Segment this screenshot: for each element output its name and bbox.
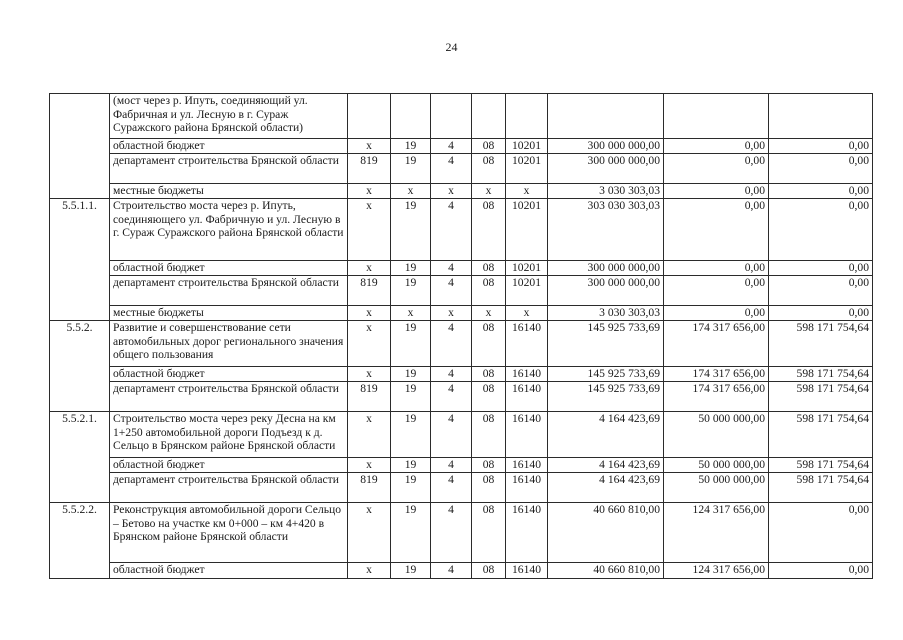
- table-row: [50, 473, 873, 503]
- code-admin: х: [348, 321, 391, 367]
- code-admin: х: [348, 412, 391, 458]
- table-row: [50, 382, 873, 412]
- code-admin: х: [348, 199, 391, 261]
- code-program: 19: [391, 276, 431, 306]
- code-admin: 819: [348, 276, 391, 306]
- amount-year-2: 0,00: [664, 261, 769, 276]
- item-name: департамент строительства Брянской области: [110, 154, 348, 184]
- item-name: департамент строительства Брянской области: [110, 473, 348, 503]
- amount-year-3: 0,00: [769, 563, 873, 579]
- code-program: 19: [391, 503, 431, 563]
- code-target: 10201: [506, 139, 548, 154]
- code-section: 08: [472, 321, 506, 367]
- amount-year-3: 598 171 754,64: [769, 412, 873, 458]
- item-name: Реконструкция автомобильной дороги Сельцо – Бетово на участке км 0+000 – км 4+420 в Брянском районе Брянской области: [110, 503, 348, 563]
- code-admin: х: [348, 306, 391, 321]
- amount-year-2: [664, 94, 769, 139]
- item-name: областной бюджет: [110, 261, 348, 276]
- code-subprogram: х: [431, 306, 472, 321]
- amount-year-3: 0,00: [769, 199, 873, 261]
- amount-year-1: 4 164 423,69: [548, 458, 664, 473]
- code-target: 16140: [506, 458, 548, 473]
- code-admin: х: [348, 563, 391, 579]
- amount-year-1: 3 030 303,03: [548, 184, 664, 199]
- code-admin: х: [348, 184, 391, 199]
- code-subprogram: 4: [431, 276, 472, 306]
- code-section: [472, 94, 506, 139]
- item-name: областной бюджет: [110, 458, 348, 473]
- amount-year-1: 145 925 733,69: [548, 367, 664, 382]
- code-section: 08: [472, 367, 506, 382]
- amount-year-3: 0,00: [769, 306, 873, 321]
- code-subprogram: [431, 94, 472, 139]
- amount-year-3: 598 171 754,64: [769, 458, 873, 473]
- amount-year-2: 0,00: [664, 306, 769, 321]
- code-program: 19: [391, 261, 431, 276]
- code-program: [391, 94, 431, 139]
- amount-year-3: 0,00: [769, 503, 873, 563]
- code-section: 08: [472, 473, 506, 503]
- amount-year-2: 0,00: [664, 199, 769, 261]
- amount-year-1: 300 000 000,00: [548, 139, 664, 154]
- item-number: 5.5.1.1.: [50, 199, 110, 321]
- code-subprogram: 4: [431, 139, 472, 154]
- code-admin: 819: [348, 154, 391, 184]
- table-row: [50, 458, 873, 473]
- code-admin: 819: [348, 382, 391, 412]
- item-name: местные бюджеты: [110, 184, 348, 199]
- amount-year-2: 174 317 656,00: [664, 367, 769, 382]
- code-program: 19: [391, 458, 431, 473]
- code-section: 08: [472, 503, 506, 563]
- item-number: 5.5.2.: [50, 321, 110, 412]
- amount-year-2: 50 000 000,00: [664, 458, 769, 473]
- code-section: 08: [472, 412, 506, 458]
- code-section: 08: [472, 276, 506, 306]
- table-row: [50, 503, 873, 563]
- table-row: [50, 563, 873, 579]
- table-row: [50, 367, 873, 382]
- code-program: 19: [391, 412, 431, 458]
- amount-year-2: 0,00: [664, 276, 769, 306]
- amount-year-3: 598 171 754,64: [769, 321, 873, 367]
- amount-year-3: 598 171 754,64: [769, 382, 873, 412]
- amount-year-2: 0,00: [664, 184, 769, 199]
- amount-year-1: 145 925 733,69: [548, 382, 664, 412]
- code-subprogram: 4: [431, 412, 472, 458]
- amount-year-2: 174 317 656,00: [664, 321, 769, 367]
- code-admin: х: [348, 458, 391, 473]
- code-subprogram: 4: [431, 473, 472, 503]
- code-section: х: [472, 306, 506, 321]
- amount-year-2: 50 000 000,00: [664, 473, 769, 503]
- code-target: 16140: [506, 503, 548, 563]
- amount-year-3: 598 171 754,64: [769, 473, 873, 503]
- amount-year-2: 124 317 656,00: [664, 503, 769, 563]
- code-program: х: [391, 184, 431, 199]
- code-target: 16140: [506, 382, 548, 412]
- table-row: [50, 94, 873, 139]
- code-program: 19: [391, 199, 431, 261]
- amount-year-2: 0,00: [664, 139, 769, 154]
- amount-year-3: 0,00: [769, 184, 873, 199]
- code-admin: [348, 94, 391, 139]
- code-program: 19: [391, 382, 431, 412]
- code-subprogram: 4: [431, 367, 472, 382]
- code-target: [506, 94, 548, 139]
- item-name: Строительство моста через реку Десна на км 1+250 автомобильной дороги Подъезд к д. Сельцо в Брянском районе Брянской области: [110, 412, 348, 458]
- amount-year-3: 0,00: [769, 261, 873, 276]
- amount-year-1: 145 925 733,69: [548, 321, 664, 367]
- table-row: [50, 261, 873, 276]
- item-name: (мост через р. Ипуть, соединяющий ул. Фабричная и ул. Лесную в г. Сураж Суражского района Брянской области): [110, 94, 348, 139]
- code-target: 16140: [506, 473, 548, 503]
- code-section: 08: [472, 563, 506, 579]
- amount-year-1: 300 000 000,00: [548, 261, 664, 276]
- budget-table-body: [50, 94, 873, 579]
- code-target: 10201: [506, 154, 548, 184]
- amount-year-3: [769, 94, 873, 139]
- table-row: [50, 321, 873, 367]
- code-program: 19: [391, 563, 431, 579]
- code-subprogram: 4: [431, 154, 472, 184]
- item-name: местные бюджеты: [110, 306, 348, 321]
- code-target: 16140: [506, 367, 548, 382]
- amount-year-1: 3 030 303,03: [548, 306, 664, 321]
- item-name: Строительство моста через р. Ипуть, соединяющего ул. Фабричную и ул. Лесную в г. Сураж Суражского района Брянской области: [110, 199, 348, 261]
- code-admin: х: [348, 261, 391, 276]
- code-subprogram: 4: [431, 382, 472, 412]
- code-target: х: [506, 184, 548, 199]
- table-row: [50, 306, 873, 321]
- code-section: 08: [472, 261, 506, 276]
- item-number: [50, 94, 110, 199]
- code-target: 10201: [506, 199, 548, 261]
- code-target: х: [506, 306, 548, 321]
- budget-table: [49, 93, 873, 579]
- code-admin: х: [348, 139, 391, 154]
- table-row: [50, 276, 873, 306]
- amount-year-1: 4 164 423,69: [548, 473, 664, 503]
- code-section: 08: [472, 458, 506, 473]
- amount-year-2: 0,00: [664, 154, 769, 184]
- code-section: х: [472, 184, 506, 199]
- item-name: областной бюджет: [110, 139, 348, 154]
- code-subprogram: х: [431, 184, 472, 199]
- code-subprogram: 4: [431, 503, 472, 563]
- amount-year-1: 300 000 000,00: [548, 276, 664, 306]
- table-row: [50, 184, 873, 199]
- item-name: областной бюджет: [110, 563, 348, 579]
- code-subprogram: 4: [431, 563, 472, 579]
- amount-year-3: 0,00: [769, 276, 873, 306]
- code-admin: х: [348, 503, 391, 563]
- table-row: [50, 412, 873, 458]
- code-section: 08: [472, 382, 506, 412]
- code-subprogram: 4: [431, 321, 472, 367]
- code-target: 10201: [506, 276, 548, 306]
- item-name: департамент строительства Брянской области: [110, 382, 348, 412]
- code-admin: 819: [348, 473, 391, 503]
- code-section: 08: [472, 154, 506, 184]
- amount-year-3: 598 171 754,64: [769, 367, 873, 382]
- item-number: 5.5.2.2.: [50, 503, 110, 579]
- code-subprogram: 4: [431, 261, 472, 276]
- item-name: областной бюджет: [110, 367, 348, 382]
- code-program: 19: [391, 321, 431, 367]
- amount-year-1: 40 660 810,00: [548, 503, 664, 563]
- amount-year-1: 40 660 810,00: [548, 563, 664, 579]
- amount-year-1: 303 030 303,03: [548, 199, 664, 261]
- code-target: 16140: [506, 563, 548, 579]
- code-program: 19: [391, 139, 431, 154]
- table-row: [50, 139, 873, 154]
- code-target: 16140: [506, 321, 548, 367]
- code-target: 10201: [506, 261, 548, 276]
- amount-year-1: 4 164 423,69: [548, 412, 664, 458]
- amount-year-2: 124 317 656,00: [664, 563, 769, 579]
- amount-year-1: 300 000 000,00: [548, 154, 664, 184]
- item-name: Развитие и совершенствование сети автомобильных дорог регионального значения общего пользования: [110, 321, 348, 367]
- amount-year-3: 0,00: [769, 154, 873, 184]
- code-subprogram: 4: [431, 199, 472, 261]
- code-program: 19: [391, 367, 431, 382]
- table-row: [50, 199, 873, 261]
- page-number: 24: [445, 40, 458, 54]
- amount-year-3: 0,00: [769, 139, 873, 154]
- amount-year-2: 50 000 000,00: [664, 412, 769, 458]
- code-program: х: [391, 306, 431, 321]
- table-row: [50, 154, 873, 184]
- code-target: 16140: [506, 412, 548, 458]
- amount-year-2: 174 317 656,00: [664, 382, 769, 412]
- code-section: 08: [472, 139, 506, 154]
- item-number: 5.5.2.1.: [50, 412, 110, 503]
- code-program: 19: [391, 154, 431, 184]
- item-name: департамент строительства Брянской области: [110, 276, 348, 306]
- code-subprogram: 4: [431, 458, 472, 473]
- amount-year-1: [548, 94, 664, 139]
- code-admin: х: [348, 367, 391, 382]
- code-section: 08: [472, 199, 506, 261]
- code-program: 19: [391, 473, 431, 503]
